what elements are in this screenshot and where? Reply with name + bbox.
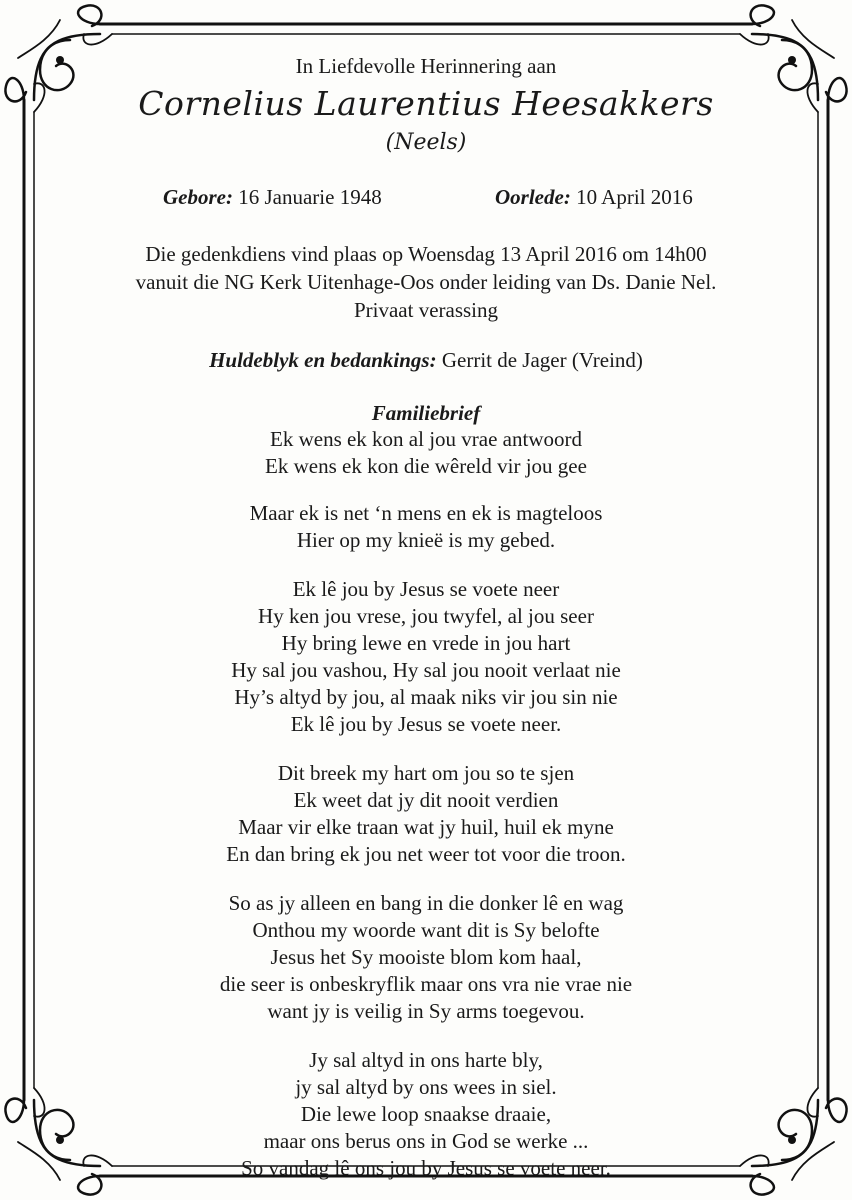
poem-line: Dit breek my hart om jou so te sjen xyxy=(277,761,575,785)
poem-title: Familiebrief xyxy=(371,401,481,425)
poem-line: Onthou my woorde want dit is Sy belofte xyxy=(252,918,600,942)
poem-line: Die lewe loop snaakse draaie, xyxy=(300,1102,552,1126)
poem-line: Hy sal jou vashou, Hy sal jou nooit verlaat nie xyxy=(231,658,621,682)
intro-line: In Liefdevolle Herinnering aan xyxy=(295,54,557,78)
poem-stanza xyxy=(0,890,852,1025)
deceased-name: Cornelius Laurentius Heesakkers xyxy=(138,84,714,123)
poem-line: Maar ek is net ‘n mens en ek is magteloos xyxy=(249,501,603,525)
tribute-value: Gerrit de Jager (Vreind) xyxy=(441,348,643,372)
poem-line: Jy sal altyd in ons harte bly, xyxy=(309,1048,543,1072)
poem-line: maar ons berus ons in God se werke ... xyxy=(263,1129,589,1153)
poem-line: Ek lê jou by Jesus se voete neer. xyxy=(290,712,562,736)
died-label: Oorlede: xyxy=(495,185,571,209)
service-line: Die gedenkdiens vind plaas op Woensdag 13 April 2016 om 14h00 xyxy=(145,242,707,266)
poem-line: Hy’s altyd by jou, al maak niks vir jou sin nie xyxy=(234,685,618,709)
poem-stanza xyxy=(0,760,852,868)
poem-line: Ek lê jou by Jesus se voete neer xyxy=(292,577,560,601)
tribute-label: Huldeblyk en bedankings: xyxy=(209,348,437,372)
poem-line: jy sal altyd by ons wees in siel. xyxy=(295,1075,557,1099)
poem-line: So vandag lê ons jou by Jesus se voete neer. xyxy=(241,1156,611,1180)
poem-line: Hier op my knieë is my gebed. xyxy=(296,528,556,552)
service-line: Privaat verassing xyxy=(353,298,499,322)
nickname: (Neels) xyxy=(385,130,467,155)
service-line: vanuit die NG Kerk Uitenhage-Oos onder leiding van Ds. Danie Nel. xyxy=(135,270,717,294)
poem-line: Ek weet dat jy dit nooit verdien xyxy=(293,788,559,812)
poem-line: Hy bring lewe en vrede in jou hart xyxy=(281,631,571,655)
poem-stanza xyxy=(0,500,852,554)
poem-stanza xyxy=(0,1047,852,1182)
poem-line: Jesus het Sy mooiste blom kom haal, xyxy=(270,945,582,969)
born-label: Gebore: xyxy=(163,185,233,209)
born-block xyxy=(163,185,382,210)
poem-line: En dan bring ek jou net weer tot voor die troon. xyxy=(226,842,626,866)
poem-line: Ek wens ek kon al jou vrae antwoord xyxy=(270,427,582,451)
born-value: 16 Januarie 1948 xyxy=(238,185,382,209)
died-block xyxy=(495,185,693,210)
tribute-line xyxy=(0,348,852,373)
service-details xyxy=(0,240,852,324)
poem-line: Hy ken jou vrese, jou twyfel, al jou seer xyxy=(258,604,594,628)
poem-line: want jy is veilig in Sy arms toegevou. xyxy=(267,999,585,1023)
poem-line: Ek wens ek kon die wêreld vir jou gee xyxy=(265,454,587,478)
poem xyxy=(0,400,852,1182)
died-value: 10 April 2016 xyxy=(576,185,693,209)
poem-stanza xyxy=(0,576,852,738)
poem-line: Maar vir elke traan wat jy huil, huil ek myne xyxy=(238,815,614,839)
poem-stanza xyxy=(0,426,852,480)
poem-line: die seer is onbeskryflik maar ons vra nie vrae nie xyxy=(219,972,633,996)
poem-line: So as jy alleen en bang in die donker lê en wag xyxy=(228,891,624,915)
